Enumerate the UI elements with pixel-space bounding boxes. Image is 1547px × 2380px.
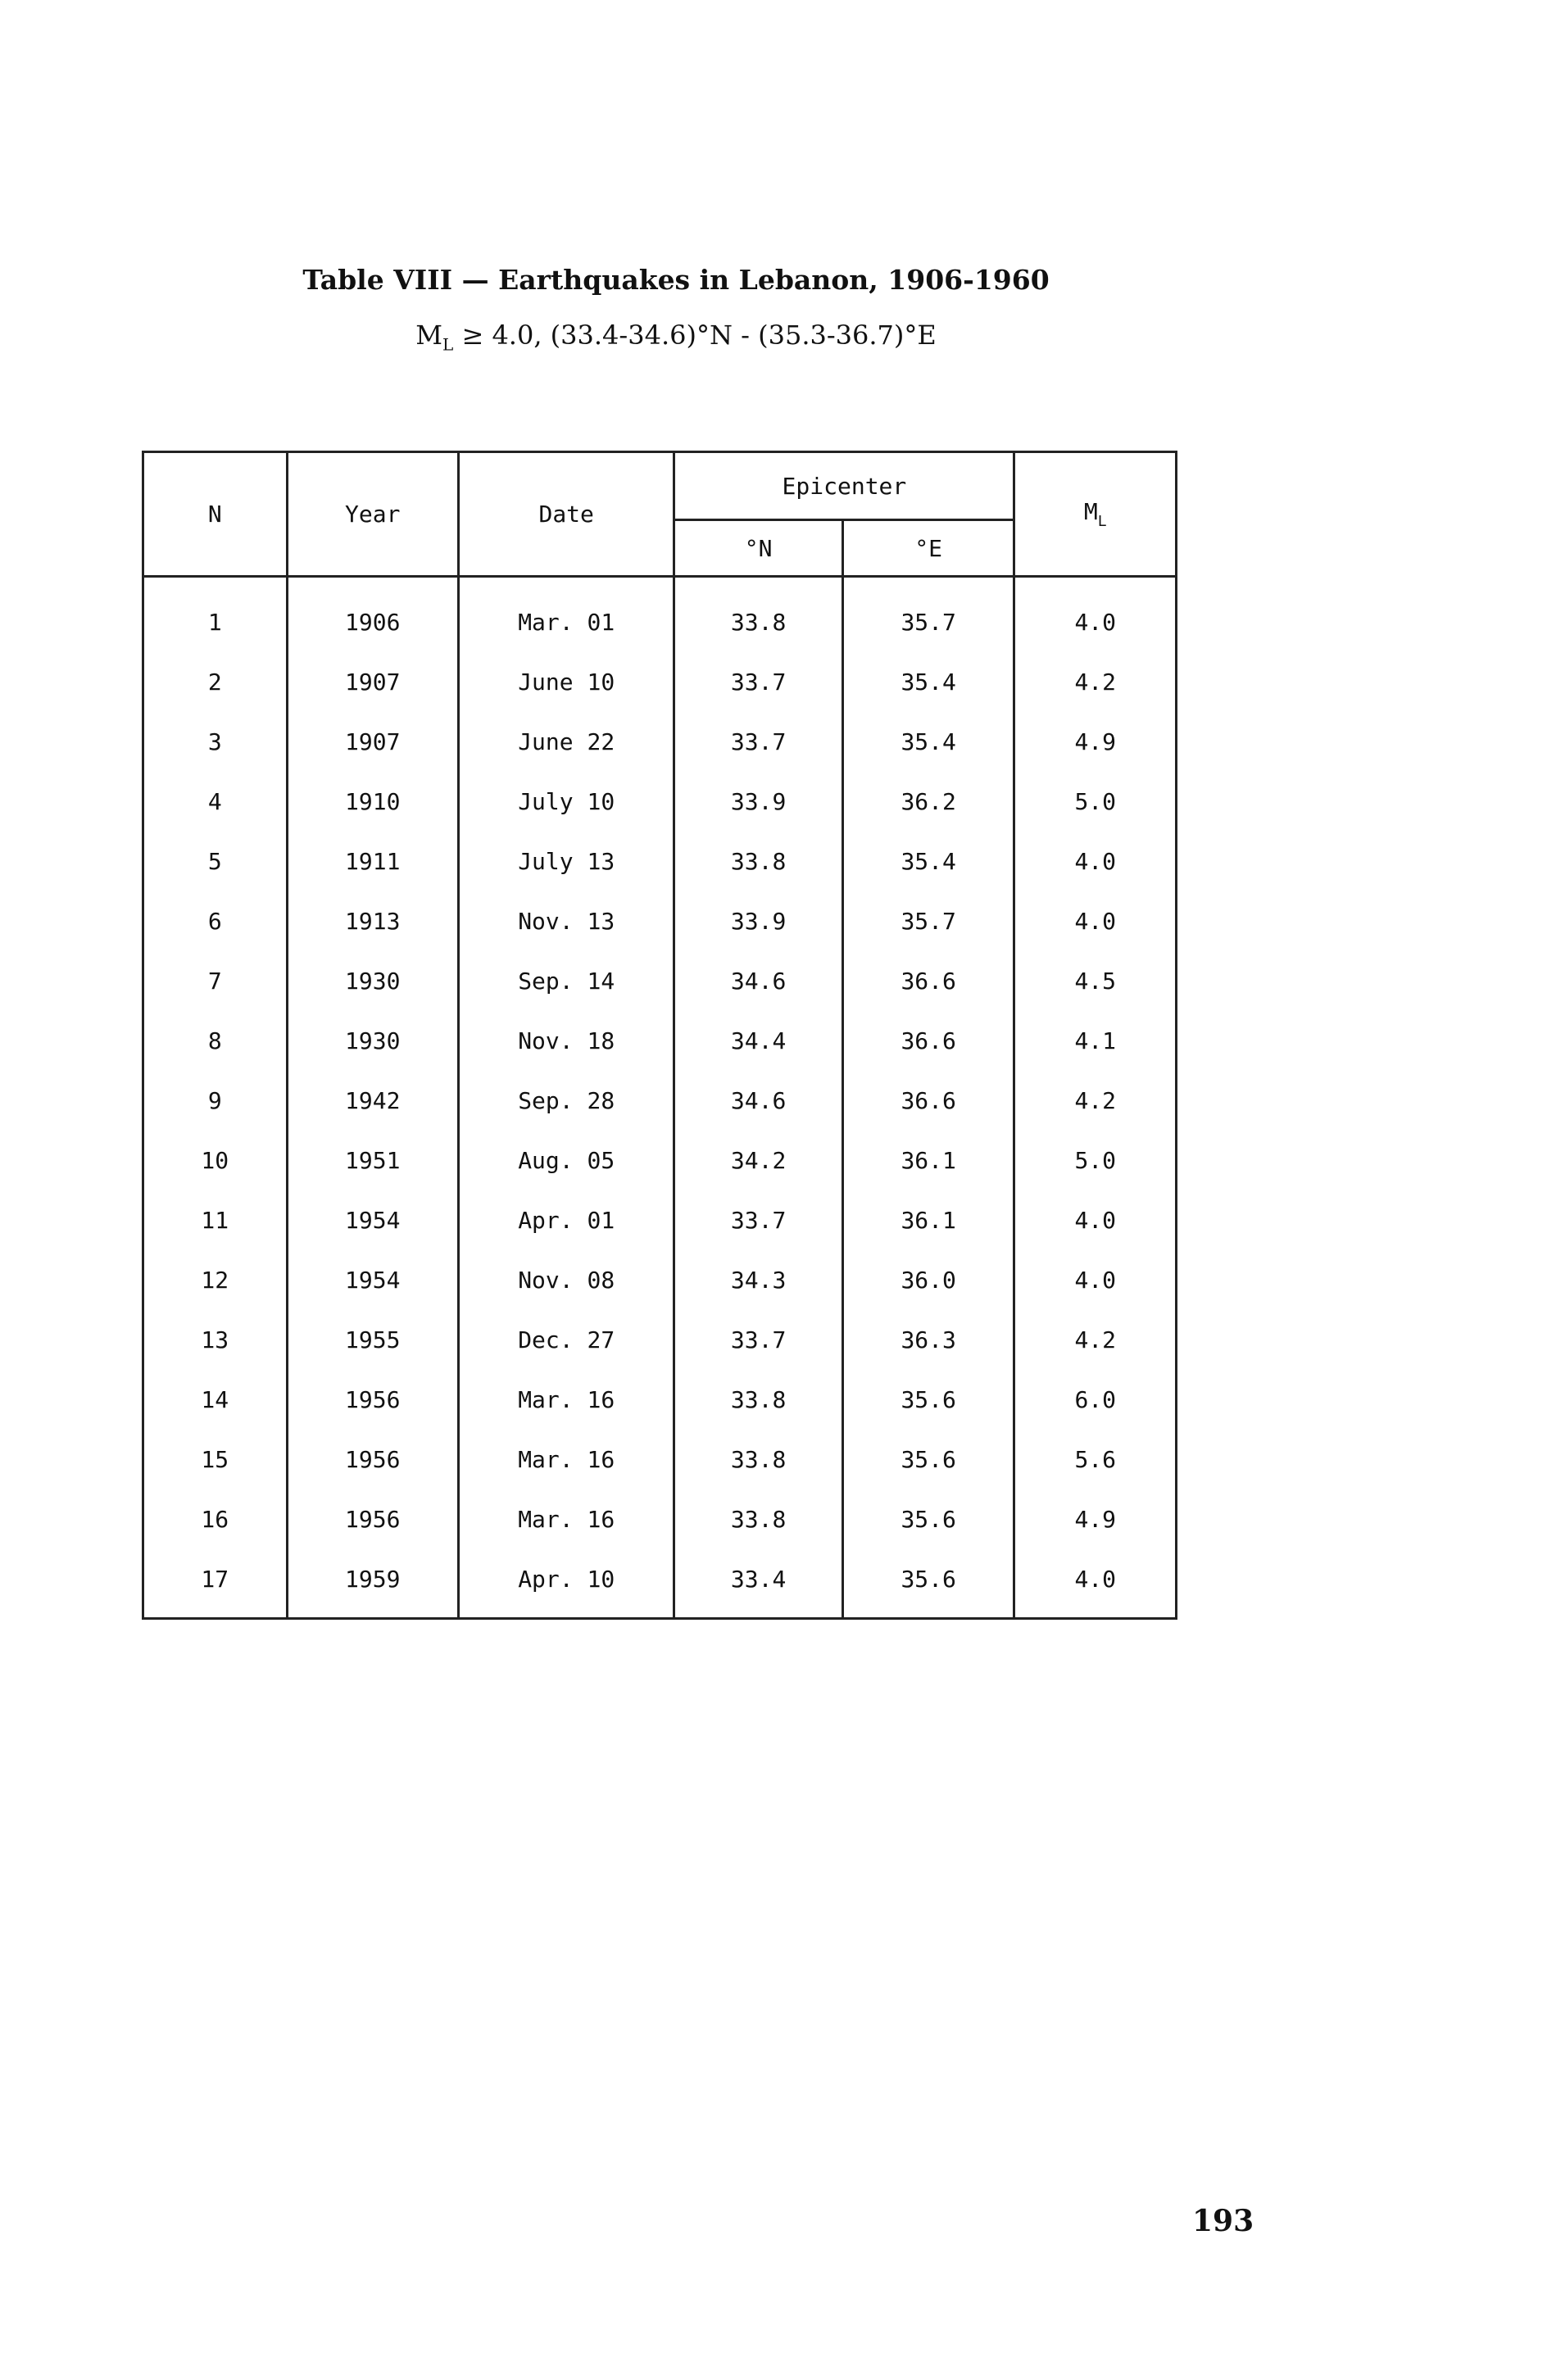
cell-latitude: 33.9: [674, 891, 843, 951]
table-row: [143, 1310, 1177, 1370]
cell-latitude: 34.6: [674, 951, 843, 1011]
cell-latitude: 33.7: [674, 1310, 843, 1370]
cell-magnitude: 5.0: [1014, 1131, 1177, 1190]
table-row: [143, 1071, 1177, 1131]
cell-magnitude: 4.0: [1014, 832, 1177, 891]
cell-n: 7: [143, 951, 288, 1011]
header-n: N: [143, 452, 288, 577]
table-row: [143, 1430, 1177, 1489]
cell-year: 1959: [287, 1549, 459, 1619]
cell-year: 1907: [287, 712, 459, 772]
table-title: Table VIII — Earthquakes in Lebanon, 1906-1960: [302, 264, 1050, 296]
cell-longitude: 35.7: [842, 577, 1014, 653]
cell-latitude: 34.6: [674, 1071, 843, 1131]
table-row: [143, 1190, 1177, 1250]
table-body: [143, 577, 1177, 1619]
cell-magnitude: 4.1: [1014, 1011, 1177, 1071]
header-longitude: °E: [842, 520, 1014, 577]
table-row: [143, 1489, 1177, 1549]
header-magnitude-symbol: M: [1083, 498, 1098, 525]
cell-year: 1906: [287, 577, 459, 653]
table-row: [143, 832, 1177, 891]
cell-longitude: 36.6: [842, 1011, 1014, 1071]
cell-magnitude: 4.0: [1014, 577, 1177, 653]
table-row: [143, 772, 1177, 832]
cell-n: 11: [143, 1190, 288, 1250]
cell-n: 12: [143, 1250, 288, 1310]
cell-date: Dec. 27: [459, 1310, 674, 1370]
table-row: [143, 577, 1177, 653]
cell-latitude: 33.8: [674, 1430, 843, 1489]
table-row: [143, 1370, 1177, 1430]
table-row: [143, 1549, 1177, 1619]
cell-n: 15: [143, 1430, 288, 1489]
cell-magnitude: 4.0: [1014, 1549, 1177, 1619]
cell-magnitude: 4.0: [1014, 1190, 1177, 1250]
cell-magnitude: 5.6: [1014, 1430, 1177, 1489]
cell-date: Aug. 05: [459, 1131, 674, 1190]
table-row: [143, 891, 1177, 951]
cell-year: 1910: [287, 772, 459, 832]
cell-longitude: 35.6: [842, 1430, 1014, 1489]
cell-date: Sep. 28: [459, 1071, 674, 1131]
cell-latitude: 33.8: [674, 1370, 843, 1430]
cell-longitude: 36.3: [842, 1310, 1014, 1370]
table-row: [143, 652, 1177, 712]
cell-year: 1954: [287, 1250, 459, 1310]
earthquake-table: [142, 451, 1177, 1620]
page-number: 193: [1192, 2204, 1254, 2238]
cell-magnitude: 4.2: [1014, 1310, 1177, 1370]
cell-latitude: 33.8: [674, 577, 843, 653]
cell-magnitude: 4.2: [1014, 1071, 1177, 1131]
cell-date: Mar. 16: [459, 1370, 674, 1430]
cell-magnitude: 4.9: [1014, 712, 1177, 772]
cell-latitude: 33.9: [674, 772, 843, 832]
cell-n: 1: [143, 577, 288, 653]
table-row: [143, 951, 1177, 1011]
cell-longitude: 36.0: [842, 1250, 1014, 1310]
cell-n: 8: [143, 1011, 288, 1071]
cell-date: Apr. 01: [459, 1190, 674, 1250]
table-row: [143, 712, 1177, 772]
cell-latitude: 33.7: [674, 712, 843, 772]
cell-n: 3: [143, 712, 288, 772]
cell-latitude: 34.2: [674, 1131, 843, 1190]
cell-longitude: 36.1: [842, 1190, 1014, 1250]
cell-latitude: 33.8: [674, 832, 843, 891]
cell-longitude: 36.6: [842, 1071, 1014, 1131]
cell-longitude: 36.1: [842, 1131, 1014, 1190]
cell-latitude: 34.3: [674, 1250, 843, 1310]
cell-magnitude: 4.2: [1014, 652, 1177, 712]
cell-n: 2: [143, 652, 288, 712]
cell-date: Mar. 16: [459, 1489, 674, 1549]
table-row: [143, 1250, 1177, 1310]
cell-date: Nov. 18: [459, 1011, 674, 1071]
header-magnitude: [1014, 452, 1177, 577]
cell-n: 4: [143, 772, 288, 832]
cell-longitude: 36.2: [842, 772, 1014, 832]
cell-magnitude: 4.9: [1014, 1489, 1177, 1549]
cell-n: 13: [143, 1310, 288, 1370]
cell-year: 1956: [287, 1430, 459, 1489]
cell-magnitude: 5.0: [1014, 772, 1177, 832]
header-date: Date: [459, 452, 674, 577]
cell-latitude: 33.7: [674, 1190, 843, 1250]
cell-date: Nov. 08: [459, 1250, 674, 1310]
table-row: [143, 1131, 1177, 1190]
cell-latitude: 33.8: [674, 1489, 843, 1549]
cell-year: 1951: [287, 1131, 459, 1190]
cell-date: July 10: [459, 772, 674, 832]
cell-latitude: 33.7: [674, 652, 843, 712]
cell-n: 17: [143, 1549, 288, 1619]
cell-longitude: 35.6: [842, 1549, 1014, 1619]
cell-date: July 13: [459, 832, 674, 891]
cell-year: 1955: [287, 1310, 459, 1370]
cell-date: Apr. 10: [459, 1549, 674, 1619]
cell-year: 1911: [287, 832, 459, 891]
subtitle-magnitude-subscript: L: [442, 334, 454, 355]
cell-longitude: 35.6: [842, 1370, 1014, 1430]
cell-date: Mar. 16: [459, 1430, 674, 1489]
cell-longitude: 35.4: [842, 712, 1014, 772]
cell-date: June 10: [459, 652, 674, 712]
cell-longitude: 35.7: [842, 891, 1014, 951]
cell-n: 5: [143, 832, 288, 891]
cell-magnitude: 4.0: [1014, 1250, 1177, 1310]
cell-year: 1956: [287, 1489, 459, 1549]
cell-date: Nov. 13: [459, 891, 674, 951]
cell-year: 1956: [287, 1370, 459, 1430]
table-row: [143, 1011, 1177, 1071]
table-header: [143, 452, 1177, 577]
subtitle-ranges: ≥ 4.0, (33.4-34.6)°N - (35.3-36.7)°E: [453, 320, 937, 351]
cell-year: 1913: [287, 891, 459, 951]
subtitle-magnitude-symbol: M: [415, 320, 442, 351]
table-subtitle: [0, 320, 1352, 354]
cell-longitude: 35.4: [842, 832, 1014, 891]
header-latitude: °N: [674, 520, 843, 577]
cell-latitude: 34.4: [674, 1011, 843, 1071]
header-magnitude-subscript: L: [1097, 513, 1107, 530]
cell-year: 1930: [287, 951, 459, 1011]
cell-latitude: 33.4: [674, 1549, 843, 1619]
cell-magnitude: 6.0: [1014, 1370, 1177, 1430]
cell-magnitude: 4.0: [1014, 891, 1177, 951]
cell-n: 9: [143, 1071, 288, 1131]
cell-longitude: 35.6: [842, 1489, 1014, 1549]
cell-longitude: 35.4: [842, 652, 1014, 712]
cell-date: Sep. 14: [459, 951, 674, 1011]
cell-longitude: 36.6: [842, 951, 1014, 1011]
header-year: Year: [287, 452, 459, 577]
cell-date: Mar. 01: [459, 577, 674, 653]
cell-year: 1930: [287, 1011, 459, 1071]
cell-n: 14: [143, 1370, 288, 1430]
cell-n: 10: [143, 1131, 288, 1190]
cell-n: 16: [143, 1489, 288, 1549]
header-epicenter: Epicenter: [674, 452, 1014, 520]
cell-n: 6: [143, 891, 288, 951]
cell-year: 1954: [287, 1190, 459, 1250]
cell-magnitude: 4.5: [1014, 951, 1177, 1011]
cell-date: June 22: [459, 712, 674, 772]
cell-year: 1907: [287, 652, 459, 712]
cell-year: 1942: [287, 1071, 459, 1131]
